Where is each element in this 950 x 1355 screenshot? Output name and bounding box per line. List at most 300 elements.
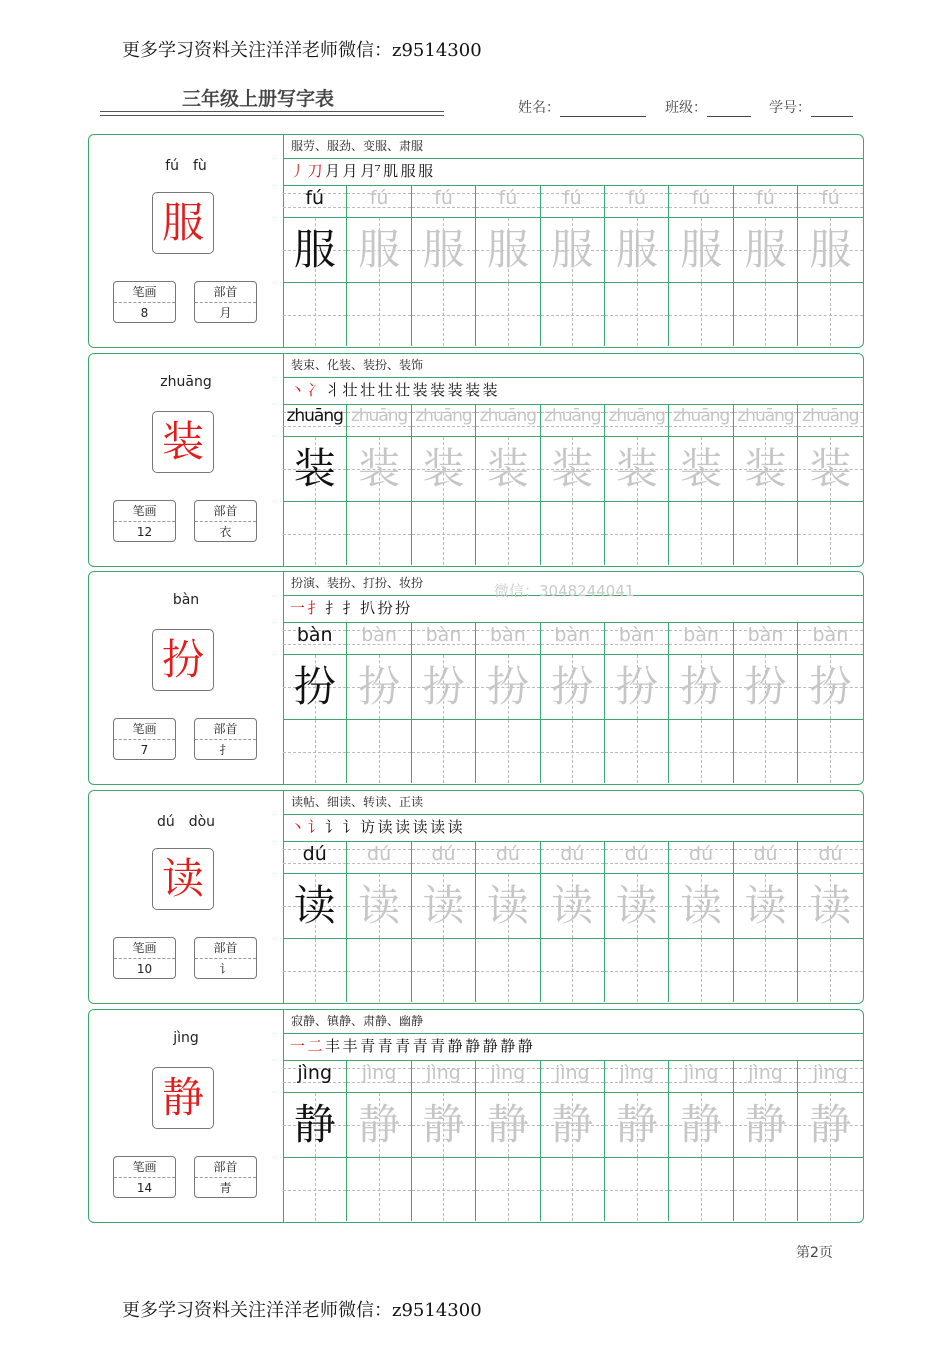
blank-practice-row (283, 283, 863, 346)
stroke-step: 扒 (360, 599, 375, 617)
pinyin-cell[interactable] (669, 1060, 733, 1092)
character-cell[interactable] (283, 655, 347, 719)
blank-cell[interactable] (412, 1158, 476, 1221)
card-info-panel (89, 354, 284, 566)
character-trace: 装 (486, 444, 529, 493)
pinyin-cell[interactable] (412, 404, 476, 436)
character-cell[interactable] (669, 218, 733, 282)
character-cell[interactable] (347, 655, 411, 719)
pinyin-cell[interactable] (605, 622, 669, 654)
pinyin-cell[interactable] (541, 404, 605, 436)
card-info-panel (89, 135, 284, 347)
pinyin-trace: fú (434, 187, 453, 209)
stroke-step: 壮 (342, 381, 358, 399)
character-cell[interactable] (476, 874, 540, 938)
character-trace: 读 (551, 881, 594, 930)
stroke-count-box (113, 281, 176, 323)
pinyin-trace: zhuāng (415, 406, 472, 426)
character-card (88, 790, 864, 1004)
stroke-step: 服 (418, 162, 433, 180)
character-cell[interactable] (347, 874, 411, 938)
class-line[interactable] (707, 102, 751, 117)
pinyin-trace: dú (753, 843, 778, 865)
character-cell[interactable] (283, 1093, 347, 1157)
student-id-label: 学号： (769, 100, 811, 116)
character-cell[interactable] (798, 437, 862, 501)
blank-cell[interactable] (347, 502, 411, 565)
pinyin-cell[interactable] (476, 1060, 540, 1092)
character-trace: 扮 (615, 662, 658, 711)
stroke-count-box (113, 1156, 176, 1198)
pinyin-trace: bàn (683, 624, 719, 646)
character-trace: 扮 (551, 662, 594, 711)
character-cell[interactable] (605, 1093, 669, 1157)
pinyin-row (283, 622, 863, 655)
character-trace: 服 (551, 225, 594, 274)
blank-cell[interactable] (669, 502, 733, 565)
stroke-step: 读 (447, 818, 463, 836)
radical-box (194, 1156, 257, 1198)
watermark: 微信：3048244041 (494, 582, 635, 600)
blank-cell[interactable] (347, 939, 411, 1002)
pinyin-cell[interactable] (734, 185, 798, 217)
pinyin-row (283, 1060, 863, 1093)
practice-grid (283, 1060, 863, 1221)
character-cell[interactable] (347, 1093, 411, 1157)
pinyin-trace: dú (495, 843, 520, 865)
radical-value: 衣 (219, 525, 232, 539)
blank-cell[interactable] (669, 283, 733, 346)
pinyin-cell[interactable] (283, 1060, 347, 1092)
pinyin-cell[interactable] (476, 622, 540, 654)
radical-box (194, 718, 257, 760)
blank-cell[interactable] (798, 502, 862, 565)
card-character: 装 (152, 411, 214, 473)
character-cell[interactable] (669, 1093, 733, 1157)
card-character: 服 (152, 192, 214, 254)
stroke-step: 丰 (342, 1037, 358, 1055)
pinyin-cell[interactable] (605, 1060, 669, 1092)
stroke-step: 扌 (307, 599, 323, 617)
stroke-step: 壮 (377, 381, 393, 399)
character-cell[interactable] (605, 655, 669, 719)
pinyin-trace: fú (691, 187, 711, 209)
pinyin-cell[interactable] (412, 622, 476, 654)
blank-cell[interactable] (476, 502, 540, 565)
card-pinyin: fú fù (165, 158, 207, 174)
stroke-step: 丶 (290, 818, 305, 836)
character-cell[interactable] (734, 1093, 798, 1157)
blank-cell[interactable] (734, 939, 798, 1002)
stroke-count-value: 7 (140, 743, 149, 757)
stroke-step: 一 (290, 1037, 305, 1055)
pinyin-trace: bàn (554, 624, 591, 646)
character-cell[interactable] (605, 437, 669, 501)
blank-cell[interactable] (541, 283, 605, 346)
blank-cell[interactable] (283, 1158, 347, 1221)
blank-cell[interactable] (605, 502, 669, 565)
pinyin-sample: bàn (296, 624, 333, 646)
pinyin-cell[interactable] (283, 404, 347, 436)
promo-text-top: 更多学习资料关注洋洋老师微信：z9514300 (122, 40, 482, 61)
character-cell[interactable] (412, 874, 476, 938)
blank-cell[interactable] (412, 502, 476, 565)
character-cell[interactable] (605, 218, 669, 282)
radical-value: 月 (219, 306, 232, 320)
stroke-count-label: 笔画 (114, 1157, 175, 1178)
blank-cell[interactable] (283, 283, 347, 346)
practice-grid (283, 841, 863, 1002)
character-card (88, 1009, 864, 1223)
blank-practice-row (283, 502, 863, 565)
character-cell[interactable] (798, 1093, 862, 1157)
stroke-step: 扌 (342, 599, 358, 617)
stroke-count-label: 笔画 (114, 938, 175, 959)
character-trace: 静 (615, 1100, 658, 1149)
pinyin-trace: bàn (812, 624, 849, 646)
character-row (283, 874, 863, 939)
character-sample: 装 (293, 444, 336, 493)
character-trace: 服 (422, 225, 465, 274)
stroke-step: 丰 (325, 1037, 340, 1055)
character-cell[interactable] (412, 218, 476, 282)
stroke-step: 读 (377, 818, 393, 836)
card-character: 读 (152, 848, 214, 910)
pinyin-cell[interactable] (412, 1060, 476, 1092)
pinyin-trace: jìng (619, 1062, 655, 1084)
character-cell[interactable] (605, 874, 669, 938)
stroke-step: 扌 (325, 599, 340, 617)
stroke-step: 丬 (325, 381, 340, 399)
pinyin-trace: bàn (425, 624, 462, 646)
blank-cell[interactable] (734, 720, 798, 783)
radical-label: 部首 (195, 938, 256, 959)
stroke-step: 壮 (360, 381, 375, 399)
pinyin-cell[interactable] (476, 185, 540, 217)
practice-grid (283, 185, 863, 346)
blank-cell[interactable] (605, 720, 669, 783)
pinyin-cell[interactable] (476, 841, 540, 873)
blank-cell[interactable] (734, 502, 798, 565)
pinyin-cell[interactable] (798, 622, 862, 654)
pinyin-cell[interactable] (669, 185, 733, 217)
character-cell[interactable] (412, 437, 476, 501)
pinyin-cell[interactable] (798, 841, 862, 873)
character-trace: 静 (680, 1100, 723, 1149)
page-title: 三年级上册写字表 (182, 88, 335, 110)
character-trace: 读 (809, 881, 852, 930)
pinyin-trace: dú (367, 843, 392, 865)
blank-practice-row (283, 720, 863, 783)
character-trace: 扮 (422, 662, 465, 711)
blank-cell[interactable] (412, 720, 476, 783)
character-cell[interactable] (541, 437, 605, 501)
pinyin-cell[interactable] (734, 841, 798, 873)
stroke-order (283, 1033, 863, 1061)
pinyin-cell[interactable] (734, 622, 798, 654)
blank-cell[interactable] (541, 720, 605, 783)
character-cell[interactable] (283, 437, 347, 501)
name-line[interactable] (560, 102, 646, 117)
pinyin-trace: zhuāng (544, 406, 601, 426)
character-cell[interactable] (734, 218, 798, 282)
character-cell[interactable] (734, 655, 798, 719)
pinyin-cell[interactable] (283, 185, 347, 217)
stroke-step: 装 (465, 381, 480, 399)
character-cell[interactable] (476, 437, 540, 501)
blank-cell[interactable] (283, 720, 347, 783)
stroke-step: 月 (325, 162, 340, 180)
character-trace: 静 (422, 1100, 465, 1149)
student-id-line[interactable] (811, 102, 853, 117)
pinyin-sample: jìng (297, 1062, 333, 1084)
character-trace: 扮 (809, 662, 852, 711)
character-cell[interactable] (798, 874, 862, 938)
pinyin-trace: fú (498, 187, 518, 209)
stroke-count-label: 笔画 (114, 282, 175, 303)
pinyin-trace: dú (624, 843, 649, 865)
stroke-step: 读 (395, 818, 410, 836)
pinyin-trace: bàn (490, 624, 526, 646)
character-cell[interactable] (347, 218, 411, 282)
pinyin-sample: zhuāng (286, 406, 343, 426)
blank-cell[interactable] (347, 283, 411, 346)
pinyin-cell[interactable] (541, 1060, 605, 1092)
practice-panel (283, 791, 863, 1003)
card-character: 静 (152, 1067, 214, 1129)
stroke-count-box (113, 937, 176, 979)
pinyin-trace: jìng (748, 1062, 783, 1084)
pinyin-trace: fú (756, 187, 775, 209)
character-trace: 装 (615, 444, 658, 493)
character-cell[interactable] (283, 874, 347, 938)
pinyin-trace: zhuāng (479, 406, 537, 426)
character-row (283, 1093, 863, 1158)
pinyin-trace: dú (689, 843, 714, 865)
blank-cell[interactable] (734, 1158, 798, 1221)
stroke-step: 讠 (342, 818, 358, 836)
radical-box (194, 500, 257, 542)
pinyin-cell[interactable] (347, 841, 411, 873)
pinyin-row (283, 404, 863, 437)
character-cell[interactable] (541, 218, 605, 282)
character-cell[interactable] (669, 874, 733, 938)
character-sample: 静 (293, 1100, 336, 1149)
character-trace: 静 (486, 1100, 529, 1149)
character-row (283, 437, 863, 502)
character-cell[interactable] (283, 218, 347, 282)
pinyin-trace: fú (562, 187, 582, 209)
pinyin-cell[interactable] (412, 185, 476, 217)
title-rule-2 (100, 115, 444, 116)
pinyin-row (283, 185, 863, 218)
blank-cell[interactable] (476, 939, 540, 1002)
pinyin-trace: jìng (490, 1062, 526, 1084)
stroke-step: 讠 (325, 818, 340, 836)
blank-cell[interactable] (541, 1158, 605, 1221)
blank-cell[interactable] (605, 939, 669, 1002)
pinyin-cell[interactable] (347, 622, 411, 654)
stroke-step: 服 (400, 162, 416, 180)
character-cell[interactable] (734, 437, 798, 501)
character-cell[interactable] (734, 874, 798, 938)
pinyin-cell[interactable] (605, 841, 669, 873)
stroke-step: 静 (482, 1037, 498, 1055)
blank-cell[interactable] (347, 1158, 411, 1221)
stroke-count-label: 笔画 (114, 501, 175, 522)
pinyin-cell[interactable] (347, 1060, 411, 1092)
student-id-field[interactable] (769, 97, 853, 117)
blank-practice-row (283, 1158, 863, 1221)
stroke-step: 青 (412, 1037, 428, 1055)
blank-cell[interactable] (669, 939, 733, 1002)
pinyin-cell[interactable] (734, 404, 798, 436)
pinyin-cell[interactable] (541, 185, 605, 217)
pinyin-sample: dú (302, 843, 327, 865)
blank-practice-row (283, 939, 863, 1002)
character-trace: 服 (358, 225, 401, 274)
character-card (88, 134, 864, 348)
pinyin-cell[interactable] (669, 841, 733, 873)
pinyin-cell[interactable] (476, 404, 540, 436)
character-cell[interactable] (412, 1093, 476, 1157)
character-cell[interactable] (476, 1093, 540, 1157)
blank-cell[interactable] (476, 720, 540, 783)
pinyin-cell[interactable] (798, 404, 862, 436)
blank-cell[interactable] (541, 502, 605, 565)
character-cell[interactable] (669, 437, 733, 501)
character-card (88, 353, 864, 567)
character-trace: 读 (422, 881, 465, 930)
example-words: 读帖、细读、转读、正读 (283, 791, 863, 815)
character-cell[interactable] (669, 655, 733, 719)
stroke-step: 肌 (383, 162, 398, 180)
pinyin-trace: zhuāng (608, 406, 665, 426)
blank-cell[interactable] (669, 720, 733, 783)
character-sample: 扮 (293, 662, 336, 711)
blank-cell[interactable] (347, 720, 411, 783)
character-trace: 装 (358, 444, 401, 493)
blank-cell[interactable] (283, 939, 347, 1002)
blank-cell[interactable] (412, 283, 476, 346)
pinyin-trace: bàn (618, 624, 655, 646)
blank-cell[interactable] (476, 283, 540, 346)
character-cell[interactable] (541, 655, 605, 719)
blank-cell[interactable] (412, 939, 476, 1002)
blank-cell[interactable] (669, 1158, 733, 1221)
character-trace: 装 (680, 444, 723, 493)
character-trace: 读 (615, 881, 658, 930)
class-field[interactable] (665, 97, 751, 117)
pinyin-cell[interactable] (798, 1060, 862, 1092)
name-field[interactable] (518, 97, 646, 117)
character-trace: 扮 (486, 662, 529, 711)
blank-cell[interactable] (283, 502, 347, 565)
promo-text-bottom: 更多学习资料关注洋洋老师微信：z9514300 (122, 1300, 482, 1321)
card-info-panel (89, 1010, 284, 1222)
stroke-step: 丶 (290, 381, 305, 399)
pinyin-trace: zhuāng (737, 406, 794, 426)
stroke-order (283, 377, 863, 405)
pinyin-cell[interactable] (669, 404, 733, 436)
stroke-step: 青 (395, 1037, 410, 1055)
character-cell[interactable] (347, 437, 411, 501)
character-trace: 服 (680, 225, 723, 274)
name-label: 姓名： (518, 100, 560, 116)
character-cell[interactable] (798, 655, 862, 719)
card-character: 扮 (152, 629, 214, 691)
character-trace: 静 (809, 1100, 852, 1149)
character-cell[interactable] (541, 874, 605, 938)
card-info-panel (89, 791, 284, 1003)
pinyin-trace: zhuāng (350, 406, 408, 426)
pinyin-cell[interactable] (347, 185, 411, 217)
blank-cell[interactable] (798, 939, 862, 1002)
stroke-step: 访 (360, 818, 375, 836)
blank-cell[interactable] (541, 939, 605, 1002)
pinyin-cell[interactable] (283, 841, 347, 873)
radical-value: 讠 (219, 962, 232, 976)
character-cell[interactable] (412, 655, 476, 719)
stroke-step: 静 (465, 1037, 480, 1055)
pinyin-cell[interactable] (734, 1060, 798, 1092)
blank-cell[interactable] (798, 283, 862, 346)
blank-cell[interactable] (798, 1158, 862, 1221)
character-cell[interactable] (541, 1093, 605, 1157)
radical-box (194, 937, 257, 979)
blank-cell[interactable] (605, 283, 669, 346)
character-trace: 扮 (744, 662, 787, 711)
blank-cell[interactable] (798, 720, 862, 783)
pinyin-cell[interactable] (283, 622, 347, 654)
pinyin-cell[interactable] (541, 841, 605, 873)
character-trace: 读 (486, 881, 529, 930)
pinyin-cell[interactable] (605, 185, 669, 217)
stroke-step: 讠 (307, 818, 323, 836)
stroke-step: 装 (482, 381, 498, 399)
practice-grid (283, 622, 863, 783)
radical-label: 部首 (195, 282, 256, 303)
character-trace: 装 (551, 444, 594, 493)
character-sample: 服 (293, 225, 336, 274)
radical-label: 部首 (195, 719, 256, 740)
stroke-count-value: 8 (140, 306, 149, 320)
pinyin-cell[interactable] (412, 841, 476, 873)
character-cell[interactable] (476, 218, 540, 282)
blank-cell[interactable] (734, 283, 798, 346)
blank-cell[interactable] (476, 1158, 540, 1221)
blank-cell[interactable] (605, 1158, 669, 1221)
card-pinyin: dú dòu (156, 814, 216, 830)
practice-panel (283, 135, 863, 347)
character-card (88, 571, 864, 785)
pinyin-trace: fú (369, 187, 389, 209)
pinyin-cell[interactable] (605, 404, 669, 436)
pinyin-cell[interactable] (798, 185, 862, 217)
character-trace: 静 (551, 1100, 594, 1149)
stroke-step: 读 (430, 818, 445, 836)
character-cell[interactable] (798, 218, 862, 282)
practice-panel (283, 354, 863, 566)
character-trace: 服 (744, 225, 787, 274)
pinyin-trace: fú (821, 187, 840, 209)
character-cell[interactable] (476, 655, 540, 719)
example-words: 寂静、镇静、肃静、幽静 (283, 1010, 863, 1034)
pinyin-cell[interactable] (347, 404, 411, 436)
pinyin-cell[interactable] (669, 622, 733, 654)
pinyin-cell[interactable] (541, 622, 605, 654)
character-trace: 装 (809, 444, 852, 493)
